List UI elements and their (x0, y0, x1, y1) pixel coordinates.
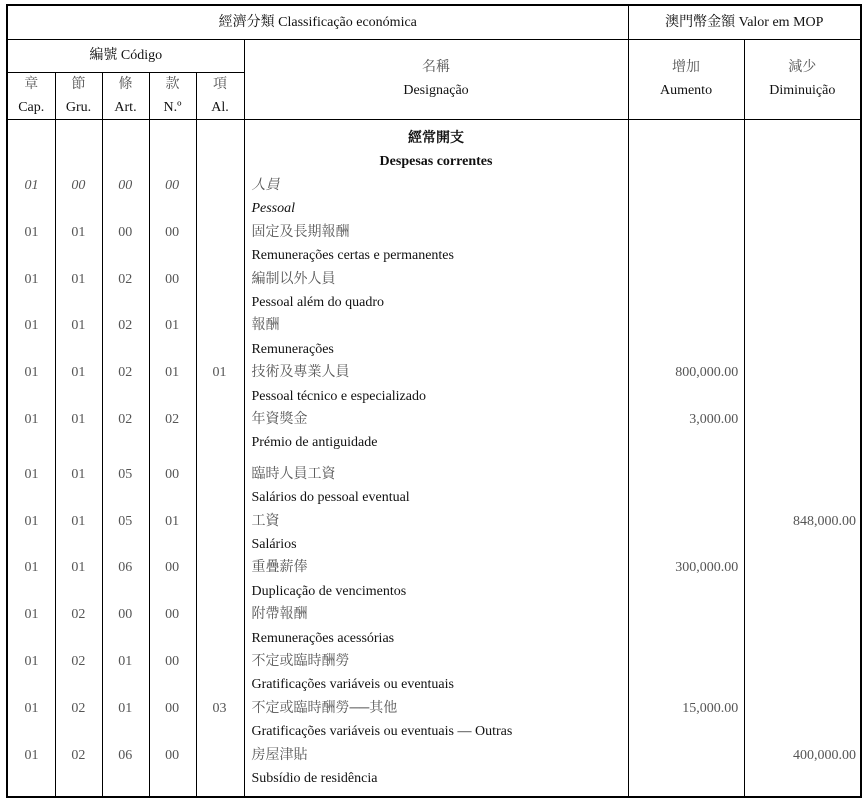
amount-decrease (742, 650, 860, 697)
code-art: 06 (118, 747, 133, 763)
code-al (196, 744, 244, 791)
designation-zh: 固定及長期報酬 (251, 224, 350, 240)
table-body (8, 119, 860, 796)
amount-increase (627, 268, 743, 315)
code-gru: 01 (71, 411, 86, 427)
table-row (8, 510, 860, 557)
code-al (196, 174, 244, 221)
designation-zh: 報酬 (251, 318, 280, 334)
code-cap: 01 (24, 513, 39, 529)
designation (243, 697, 626, 744)
section-title (244, 127, 628, 174)
col-pt: Gru. (65, 99, 92, 115)
col-zh: 章 (24, 76, 39, 92)
col-pt: N.º (163, 99, 182, 115)
table-header (8, 6, 860, 120)
designation (243, 361, 626, 408)
designation-pt: Subsídio de residência (251, 770, 378, 786)
designation-pt: Gratificações variáveis ou eventuais — Outras (251, 724, 513, 740)
designation (243, 174, 626, 221)
table-row (8, 174, 860, 221)
designation (243, 268, 626, 315)
code-gru: 02 (71, 700, 86, 716)
amount-decrease (742, 603, 860, 650)
code-art: 00 (118, 224, 133, 240)
designation-pt: Pessoal técnico e especializado (251, 388, 426, 404)
code-cap: 01 (24, 178, 39, 193)
amount-increase: 800,000.00 (675, 365, 739, 381)
designation-zh: 不定或臨時酬勞──其他 (251, 700, 398, 716)
code-al: 03 (212, 700, 227, 716)
designation-pt: Prémio de antiguidade (251, 435, 378, 451)
decrease-pt: Diminuição (769, 83, 836, 98)
code-num: 01 (165, 318, 180, 334)
code-num: 00 (165, 700, 180, 716)
col-zh: 條 (118, 76, 133, 92)
designation (243, 650, 626, 697)
code-al (196, 408, 244, 455)
increase-zh: 增加 (672, 60, 701, 75)
code-art: 01 (118, 700, 133, 716)
code-art: 02 (118, 271, 133, 287)
designation-zh: 不定或臨時酬勞 (251, 653, 350, 669)
code-gru: 00 (71, 178, 86, 193)
code-cap: 01 (24, 271, 39, 287)
amount-decrease: 848,000.00 (793, 513, 857, 529)
code-art: 02 (118, 411, 133, 427)
designation (243, 603, 626, 650)
amount-decrease (742, 463, 860, 510)
amount-decrease (742, 408, 860, 455)
amount-decrease: 400,000.00 (793, 747, 857, 763)
code-cap: 01 (24, 224, 39, 240)
code-al (196, 556, 244, 603)
header-col-1 (55, 72, 102, 119)
code-gru: 01 (71, 365, 86, 381)
designation (243, 463, 626, 510)
header-decrease (744, 39, 860, 119)
col-pt: Art. (114, 99, 137, 115)
code-gru: 01 (71, 560, 86, 576)
col-zh: 項 (213, 76, 227, 92)
code-num: 02 (165, 411, 180, 427)
amount-decrease (742, 697, 860, 744)
designation-zh: 工資 (251, 513, 280, 529)
header-designation (244, 39, 628, 119)
code-al (196, 510, 244, 557)
section-title-pt: Despesas correntes (379, 154, 493, 170)
table-row (8, 556, 860, 603)
header-col-2 (102, 72, 149, 119)
designation (243, 556, 626, 603)
code-num: 00 (165, 466, 180, 482)
code-art: 05 (118, 466, 133, 482)
amount-decrease (742, 361, 860, 408)
amount-increase (627, 221, 743, 268)
code-num: 00 (165, 178, 180, 193)
code-num: 00 (165, 560, 180, 576)
code-al (196, 314, 244, 361)
code-gru: 01 (71, 466, 86, 482)
designation (243, 221, 626, 268)
code-al (196, 221, 244, 268)
table-row (8, 314, 860, 361)
header-value: 澳門幣金額 Valor em MOP (628, 6, 860, 39)
header-col-4 (196, 72, 244, 119)
amount-decrease (742, 174, 860, 221)
amount-increase (627, 650, 743, 697)
code-cap: 01 (24, 747, 39, 763)
section-title-zh: 經常開支 (408, 131, 464, 146)
header-increase (628, 39, 744, 119)
amount-decrease (742, 268, 860, 315)
code-gru: 02 (71, 607, 86, 623)
header-code: 編號 Código (8, 39, 244, 72)
amount-increase: 15,000.00 (682, 700, 739, 716)
table-row (8, 603, 860, 650)
designation-pt: Pessoal (251, 201, 296, 217)
header-col-0 (8, 72, 55, 119)
amount-increase: 300,000.00 (675, 560, 739, 576)
amount-increase (627, 463, 743, 510)
code-num: 00 (165, 747, 180, 763)
code-num: 01 (165, 513, 180, 529)
amount-decrease (742, 221, 860, 268)
code-cap: 01 (24, 318, 39, 334)
code-num: 01 (165, 365, 180, 381)
code-gru: 01 (71, 513, 86, 529)
designation-pt: Gratificações variáveis ou eventuais (251, 677, 454, 693)
amount-increase (627, 314, 743, 361)
code-gru: 02 (71, 747, 86, 763)
designation (243, 744, 626, 791)
code-cap: 01 (24, 365, 39, 381)
code-num: 00 (165, 607, 180, 623)
table-row (8, 744, 860, 791)
table-row (8, 268, 860, 315)
code-art: 06 (118, 560, 133, 576)
code-al (196, 603, 244, 650)
table-row (8, 408, 860, 455)
amount-decrease (742, 314, 860, 361)
code-gru: 01 (71, 224, 86, 240)
code-cap: 01 (24, 411, 39, 427)
designation-pt: Salários do pessoal eventual (251, 490, 410, 506)
amount-increase (627, 744, 743, 791)
designation-zh: 附帶報酬 (251, 607, 308, 623)
table-row (8, 361, 860, 408)
amount-increase: 3,000.00 (689, 411, 739, 427)
code-al (196, 650, 244, 697)
code-art: 05 (118, 513, 133, 529)
code-num: 00 (165, 224, 180, 240)
code-art: 02 (118, 365, 133, 381)
designation-pt: Duplicação de vencimentos (251, 583, 407, 599)
code-cap: 01 (24, 560, 39, 576)
col-zh: 節 (71, 76, 86, 92)
code-cap: 01 (24, 653, 39, 669)
table-row (8, 463, 860, 510)
header-classification: 經濟分類 Classificação económica (8, 6, 628, 39)
designation-zh: 年資獎金 (251, 411, 308, 427)
code-cap: 01 (24, 700, 39, 716)
col-pt: Cap. (18, 99, 45, 115)
code-al (196, 268, 244, 315)
designation-pt: Salários (251, 536, 297, 552)
code-art: 00 (118, 178, 133, 193)
code-cap: 01 (24, 466, 39, 482)
designation-zh: 編制以外人員 (251, 271, 336, 287)
code-num: 00 (165, 653, 180, 669)
code-al: 01 (212, 365, 227, 381)
designation-pt: Pessoal além do quadro (251, 295, 385, 310)
designation-pt: Remunerações certas e permanentes (251, 248, 454, 264)
designation-zh: 重疊薪俸 (251, 560, 308, 576)
designation (243, 510, 626, 557)
designation-pt: Remunerações (251, 341, 334, 357)
increase-pt: Aumento (659, 83, 713, 98)
designation (243, 408, 626, 455)
designation-zh: 人員 (251, 178, 280, 193)
code-cap: 01 (24, 607, 39, 623)
designation (243, 314, 626, 361)
designation-zh: 臨時人員工資 (251, 466, 336, 482)
table-row (8, 650, 860, 697)
header-col-3 (149, 72, 196, 119)
col-pt: Al. (211, 99, 229, 115)
table-row (8, 221, 860, 268)
code-gru: 01 (71, 318, 86, 334)
table-row (8, 697, 860, 744)
designation-zh: 名稱 (422, 60, 451, 75)
designation-pt: Designação (403, 83, 469, 98)
amount-decrease (742, 556, 860, 603)
col-zh: 款 (165, 76, 180, 92)
designation-zh: 技術及專業人員 (251, 365, 350, 381)
code-gru: 01 (71, 271, 86, 287)
amount-increase (627, 510, 743, 557)
amount-increase (627, 603, 743, 650)
designation-zh: 房屋津貼 (251, 747, 308, 763)
designation-pt: Remunerações acessórias (251, 630, 395, 646)
code-num: 00 (165, 271, 180, 287)
decrease-zh: 減少 (788, 60, 817, 75)
code-art: 02 (118, 318, 133, 334)
code-al (196, 463, 244, 510)
amount-increase (627, 174, 743, 221)
code-gru: 02 (71, 653, 86, 669)
code-art: 00 (118, 607, 133, 623)
budget-table (6, 4, 862, 798)
code-art: 01 (118, 653, 133, 669)
